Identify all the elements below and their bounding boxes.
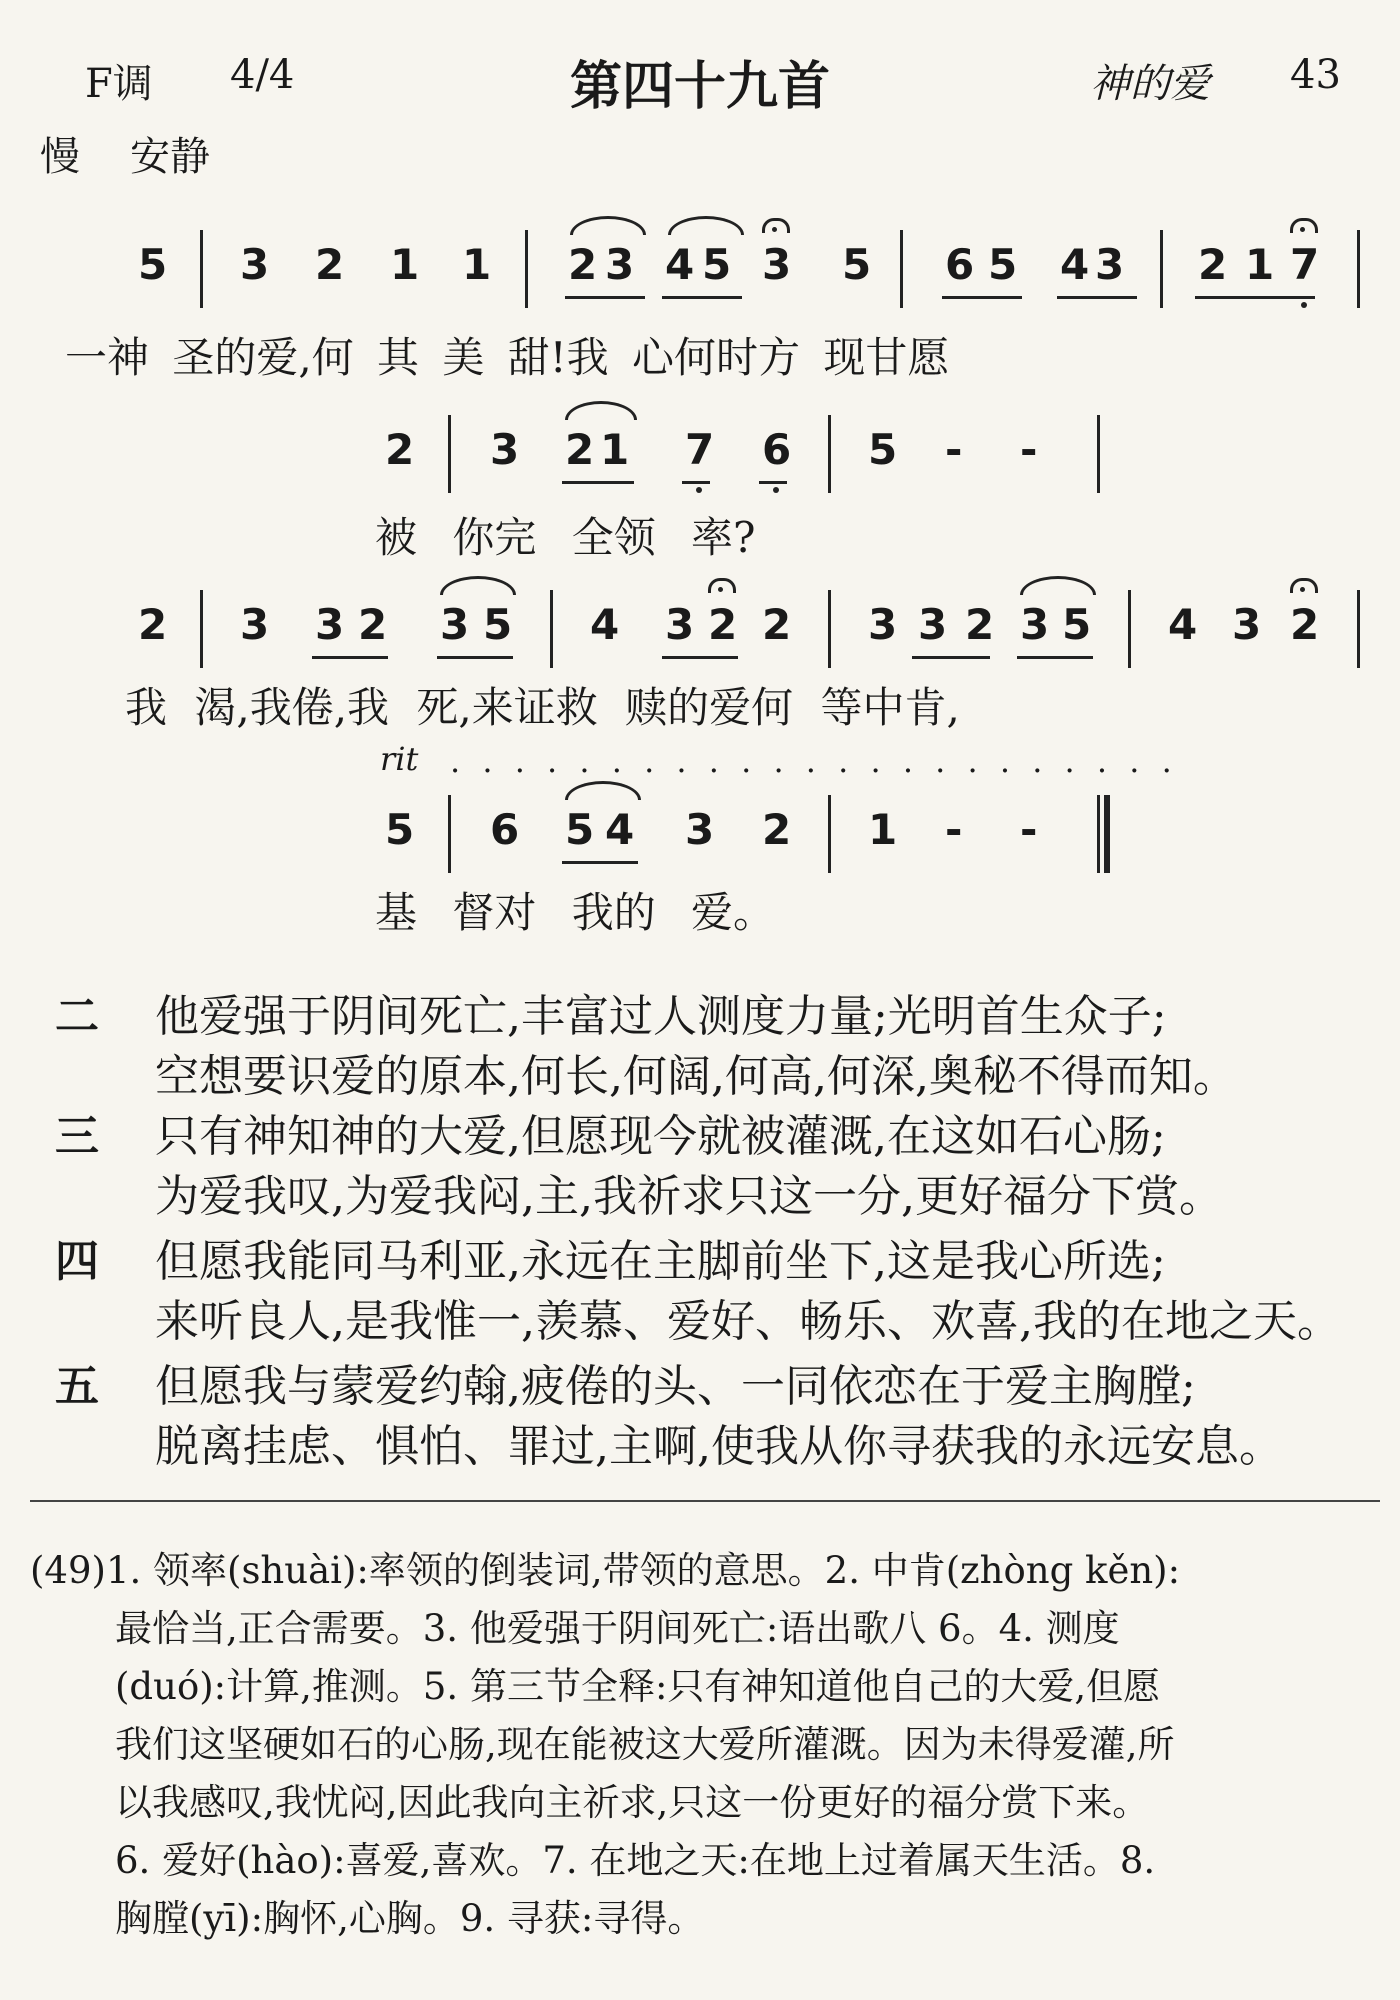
note: 5 <box>868 425 898 474</box>
note: 2 <box>965 600 995 649</box>
beam <box>662 296 742 299</box>
footnote-line: 以我感叹,我忧闷,因此我向主祈求,只这一份更好的福分赏下来。 <box>115 1781 1150 1824</box>
note: 7 <box>1290 240 1320 289</box>
beam <box>759 481 787 484</box>
note: 3 <box>605 240 635 289</box>
final-barline <box>1097 795 1110 873</box>
lyrics-line-2: 被 你完 全领 率? <box>375 513 756 562</box>
lyrics-line-4: 基 督对 我的 爱。 <box>375 888 776 937</box>
note: 2 <box>568 240 598 289</box>
low-octave-dot <box>696 487 702 493</box>
note: 3 <box>685 805 715 854</box>
slur <box>668 216 744 235</box>
footnote-line: (duó):计算,推测。5. 第三节全释:只有神知道他自己的大爱,但愿 <box>115 1665 1161 1708</box>
note: - <box>945 425 963 474</box>
note: 3 <box>665 600 695 649</box>
note: 2 <box>138 600 168 649</box>
note: 1 <box>390 240 420 289</box>
music-line-4 <box>0 795 1400 865</box>
footnote-line: 胸膛(yī):胸怀,心胸。9. 寻获:寻得。 <box>115 1897 705 1940</box>
verse-5-line-2: 脱离挂虑、惧怕、罪过,主啊,使我从你寻获我的永远安息。 <box>155 1421 1283 1472</box>
beam <box>562 481 634 484</box>
barline <box>1357 590 1360 668</box>
low-octave-dot <box>773 487 779 493</box>
note: 2 <box>708 600 738 649</box>
note: 5 <box>988 240 1018 289</box>
barline <box>828 795 831 873</box>
verse-3-line-1: 只有神知神的大爱,但愿现今就被灌溉,在这如石心肠; <box>155 1111 1166 1162</box>
page-number: 43 <box>1290 52 1341 98</box>
note: 5 <box>385 805 415 854</box>
slur <box>565 401 637 420</box>
beam <box>662 656 738 659</box>
note: 2 <box>358 600 388 649</box>
barline <box>448 415 451 493</box>
beam <box>312 656 388 659</box>
rit-extension-dots: . . . . . . . . . . . . . . . . . . . . . . . <box>450 742 1178 780</box>
footnote-line: 最恰当,正合需要。3. 他爱强于阴间死亡:语出歌八 6。4. 测度 <box>115 1607 1120 1650</box>
note: 3 <box>240 600 270 649</box>
barline <box>448 795 451 873</box>
verse-3-line-2: 为爱我叹,为爱我闷,主,我祈求只这一分,更好福分下赏。 <box>155 1171 1223 1222</box>
note: 2 <box>1198 240 1228 289</box>
note: 3 <box>762 240 792 289</box>
lyrics-line-3: 我 渴,我倦,我 死,来证救 赎的爱何 等中肯, <box>125 683 960 732</box>
barline <box>200 230 203 308</box>
verse-5-line-1: 但愿我与蒙爱约翰,疲倦的头、一同依恋在于爱主胸膛; <box>155 1361 1196 1412</box>
fermata <box>708 578 736 593</box>
barline <box>828 590 831 668</box>
note: 3 <box>1020 600 1050 649</box>
verse-4-line-2: 来听良人,是我惟一,羡慕、爱好、畅乐、欢喜,我的在地之天。 <box>155 1296 1341 1347</box>
tempo-mood: 安静 <box>130 134 210 180</box>
verse-number-4: 四 <box>55 1236 99 1287</box>
rit-marking: rit <box>380 740 419 778</box>
lyrics-line-1: 一神 圣的爱,何 其 美 甜!我 心何时方 现甘愿 <box>65 333 950 382</box>
key-signature: F调 <box>85 61 153 107</box>
note: 3 <box>240 240 270 289</box>
note: 5 <box>1062 600 1092 649</box>
beam <box>912 656 990 659</box>
time-signature: 4/4 <box>230 52 295 98</box>
note: 2 <box>385 425 415 474</box>
beam <box>562 861 638 864</box>
verse-number-3: 三 <box>55 1111 99 1162</box>
note: - <box>1020 805 1038 854</box>
footnote-line: 我们这坚硬如石的心肠,现在能被这大爱所灌溉。因为未得爱灌,所 <box>115 1723 1175 1766</box>
music-line-3 <box>0 590 1400 660</box>
note: 2 <box>565 425 595 474</box>
verse-2-line-2: 空想要识爱的原本,何长,何阔,何高,何深,奥秘不得而知。 <box>155 1051 1237 1102</box>
note: 4 <box>605 805 635 854</box>
note: 2 <box>315 240 345 289</box>
note: 2 <box>762 600 792 649</box>
tempo-marking <box>40 125 210 182</box>
note: 1 <box>868 805 898 854</box>
barline <box>1160 230 1163 308</box>
barline <box>828 415 831 493</box>
barline <box>900 230 903 308</box>
note: 4 <box>1168 600 1198 649</box>
note: 1 <box>462 240 492 289</box>
beam <box>942 296 1022 299</box>
note: 3 <box>315 600 345 649</box>
note: 3 <box>1232 600 1262 649</box>
verse-2-line-1: 他爱强于阴间死亡,丰富过人测度力量;光明首生众子; <box>155 991 1167 1042</box>
note: 4 <box>590 600 620 649</box>
note: 3 <box>490 425 520 474</box>
barline <box>1097 415 1100 493</box>
slur <box>440 576 516 595</box>
barline <box>1357 230 1360 308</box>
slur <box>1020 576 1096 595</box>
beam <box>682 481 710 484</box>
beam <box>1057 296 1137 299</box>
slur <box>570 216 646 235</box>
note: 5 <box>565 805 595 854</box>
note: - <box>1020 425 1038 474</box>
note: 5 <box>702 240 732 289</box>
barline <box>1128 590 1131 668</box>
verse-4-line-1: 但愿我能同马利亚,永远在主脚前坐下,这是我心所选; <box>155 1236 1166 1287</box>
note: 7 <box>685 425 715 474</box>
beam <box>437 656 513 659</box>
beam <box>1017 656 1093 659</box>
note: 6 <box>945 240 975 289</box>
note: 4 <box>665 240 695 289</box>
fermata <box>762 218 790 233</box>
page-title: 第四十九首 <box>569 57 830 117</box>
beam <box>1195 296 1315 299</box>
tempo-speed: 慢 <box>40 134 80 180</box>
verse-number-2: 二 <box>55 991 99 1042</box>
note: 5 <box>483 600 513 649</box>
music-line-1 <box>0 230 1400 300</box>
note: 1 <box>1245 240 1275 289</box>
footnote-line: 6. 爱好(hào):喜爱,喜欢。7. 在地之天:在地上过着属天生活。8. <box>115 1839 1156 1882</box>
category-label: 神的爱 <box>1090 61 1210 107</box>
note: 6 <box>762 425 792 474</box>
note: 2 <box>1290 600 1320 649</box>
fermata <box>1290 578 1318 593</box>
music-line-2 <box>0 415 1400 485</box>
note: 6 <box>490 805 520 854</box>
footnote-line: (49)1. 领率(shuài):率领的倒装词,带领的意思。2. 中肯(zhòng kěn): <box>30 1549 1181 1592</box>
verse-number-5: 五 <box>55 1361 99 1412</box>
barline <box>200 590 203 668</box>
note: 5 <box>842 240 872 289</box>
slur <box>565 781 641 800</box>
note: 2 <box>762 805 792 854</box>
note: - <box>945 805 963 854</box>
footnote-divider <box>30 1500 1380 1502</box>
note: 5 <box>138 240 168 289</box>
note: 3 <box>868 600 898 649</box>
fermata <box>1290 218 1318 233</box>
note: 3 <box>440 600 470 649</box>
note: 3 <box>918 600 948 649</box>
note: 1 <box>600 425 630 474</box>
note: 4 <box>1060 240 1090 289</box>
note: 3 <box>1095 240 1125 289</box>
beam <box>565 296 645 299</box>
barline <box>550 590 553 668</box>
barline <box>525 230 528 308</box>
low-octave-dot <box>1301 302 1307 308</box>
